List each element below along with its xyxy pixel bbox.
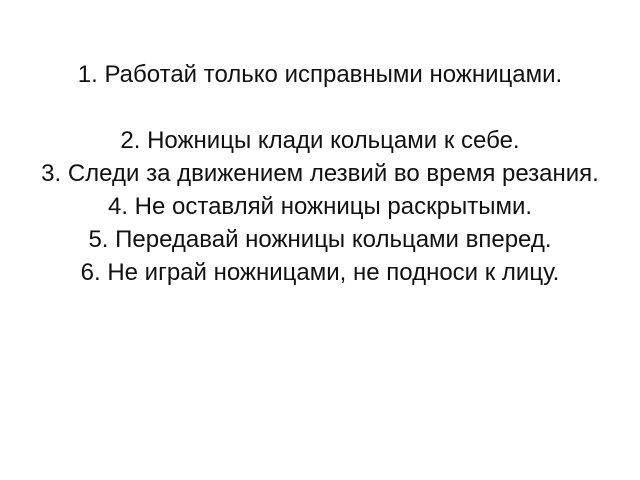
rule-item-2: 2. Ножницы клади кольцами к себе. [120,127,520,154]
rule-item-6: 6. Не играй ножницами, не подноси к лицу. [80,259,560,286]
rule-item-1: 1. Работай только исправными ножницами. [77,61,563,88]
rule-item-5: 5. Передавай ножницы кольцами вперед. [88,226,552,253]
rule-item-4: 4. Не оставляй ножницы раскрытыми. [107,193,533,220]
rules-list [20,58,620,289]
rule-item-3: 3. Следи за движением лезвий во время резания. [41,160,599,187]
